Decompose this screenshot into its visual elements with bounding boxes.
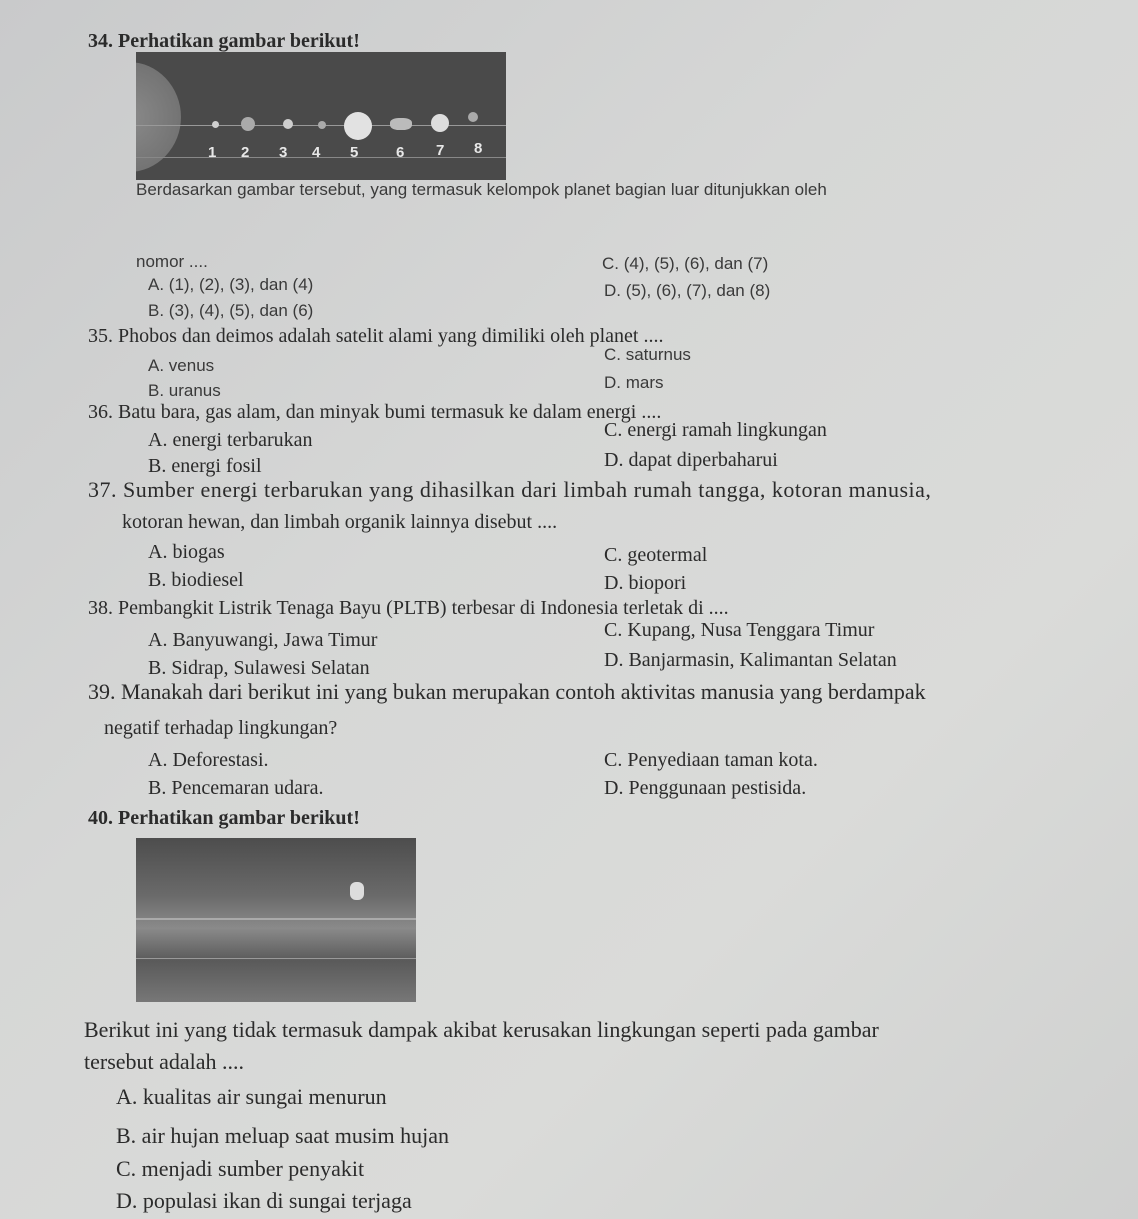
q37-option-a: A. biogas (148, 541, 225, 563)
q40-question-cont: tersebut adalah .... (84, 1049, 245, 1074)
q36-question: 36. Batu bara, gas alam, dan minyak bumi termasuk ke dalam energi .... (88, 401, 662, 423)
planet-number: 5 (350, 144, 359, 161)
q39-option-c: C. Penyediaan taman kota. (604, 749, 818, 771)
q35-option-a: A. venus (148, 356, 215, 375)
q40-option-a: A. kualitas air sungai menurun (116, 1084, 387, 1109)
q38-option-b: B. Sidrap, Sulawesi Selatan (148, 657, 370, 679)
q34-option-c: C. (4), (5), (6), dan (7) (602, 254, 769, 273)
planet-number: 8 (474, 140, 483, 157)
q38-option-d: D. Banjarmasin, Kalimantan Selatan (604, 649, 897, 671)
q34-option-b: B. (3), (4), (5), dan (6) (148, 301, 314, 320)
solar-system-image (136, 52, 506, 180)
q37-option-b: B. biodiesel (148, 569, 244, 591)
q35-option-d: D. mars (604, 373, 664, 392)
q34-title: 34. Perhatikan gambar berikut! (88, 30, 360, 52)
q38-option-c: C. Kupang, Nusa Tenggara Timur (604, 619, 875, 641)
q40-option-d: D. populasi ikan di sungai terjaga (116, 1188, 412, 1213)
q40-option-c: C. menjadi sumber penyakit (116, 1156, 365, 1181)
q36-option-c: C. energi ramah lingkungan (604, 419, 827, 441)
q39-option-a: A. Deforestasi. (148, 749, 269, 771)
q40-option-b: B. air hujan meluap saat musim hujan (116, 1123, 449, 1148)
q39-option-b: B. Pencemaran udara. (148, 777, 324, 799)
q34-question-cont: nomor .... (136, 252, 208, 271)
q35-option-b: B. uranus (148, 381, 221, 400)
q38-question: 38. Pembangkit Listrik Tenaga Bayu (PLTB) terbesar di Indonesia terletak di .... (88, 597, 729, 619)
q37-question-cont: kotoran hewan, dan limbah organik lainnya disebut .... (122, 511, 558, 533)
q34-question: Berdasarkan gambar tersebut, yang termasuk kelompok planet bagian luar ditunjukkan oleh (136, 180, 827, 199)
q39-question-cont: negatif terhadap lingkungan? (104, 717, 338, 739)
polluted-river-image (136, 838, 416, 1002)
planet-number: 3 (279, 144, 288, 161)
q40-title: 40. Perhatikan gambar berikut! (88, 807, 360, 829)
q34-option-a: A. (1), (2), (3), dan (4) (148, 275, 314, 294)
q37-option-d: D. biopori (604, 572, 687, 594)
planet-number: 6 (396, 144, 405, 161)
q39-question: 39. Manakah dari berikut ini yang bukan merupakan contoh aktivitas manusia yang berdampak (88, 679, 926, 704)
q37-option-c: C. geotermal (604, 544, 708, 566)
q34-option-d: D. (5), (6), (7), dan (8) (604, 281, 771, 300)
planet-number: 4 (312, 144, 321, 161)
q36-option-b: B. energi fosil (148, 455, 262, 477)
planet-number: 7 (436, 142, 445, 159)
q39-option-d: D. Penggunaan pestisida. (604, 777, 807, 799)
q35-option-c: C. saturnus (604, 345, 691, 364)
planet-number: 2 (241, 144, 250, 161)
q40-question: Berikut ini yang tidak termasuk dampak akibat kerusakan lingkungan seperti pada gambar (84, 1017, 879, 1042)
planet-number: 1 (208, 144, 217, 161)
q38-option-a: A. Banyuwangi, Jawa Timur (148, 629, 378, 651)
q36-option-d: D. dapat diperbaharui (604, 449, 778, 471)
q35-question: 35. Phobos dan deimos adalah satelit alami yang dimiliki oleh planet .... (88, 325, 664, 347)
q36-option-a: A. energi terbarukan (148, 429, 313, 451)
sun-shape (136, 62, 181, 172)
q37-question: 37. Sumber energi terbarukan yang dihasilkan dari limbah rumah tangga, kotoran manusia, (88, 477, 932, 502)
